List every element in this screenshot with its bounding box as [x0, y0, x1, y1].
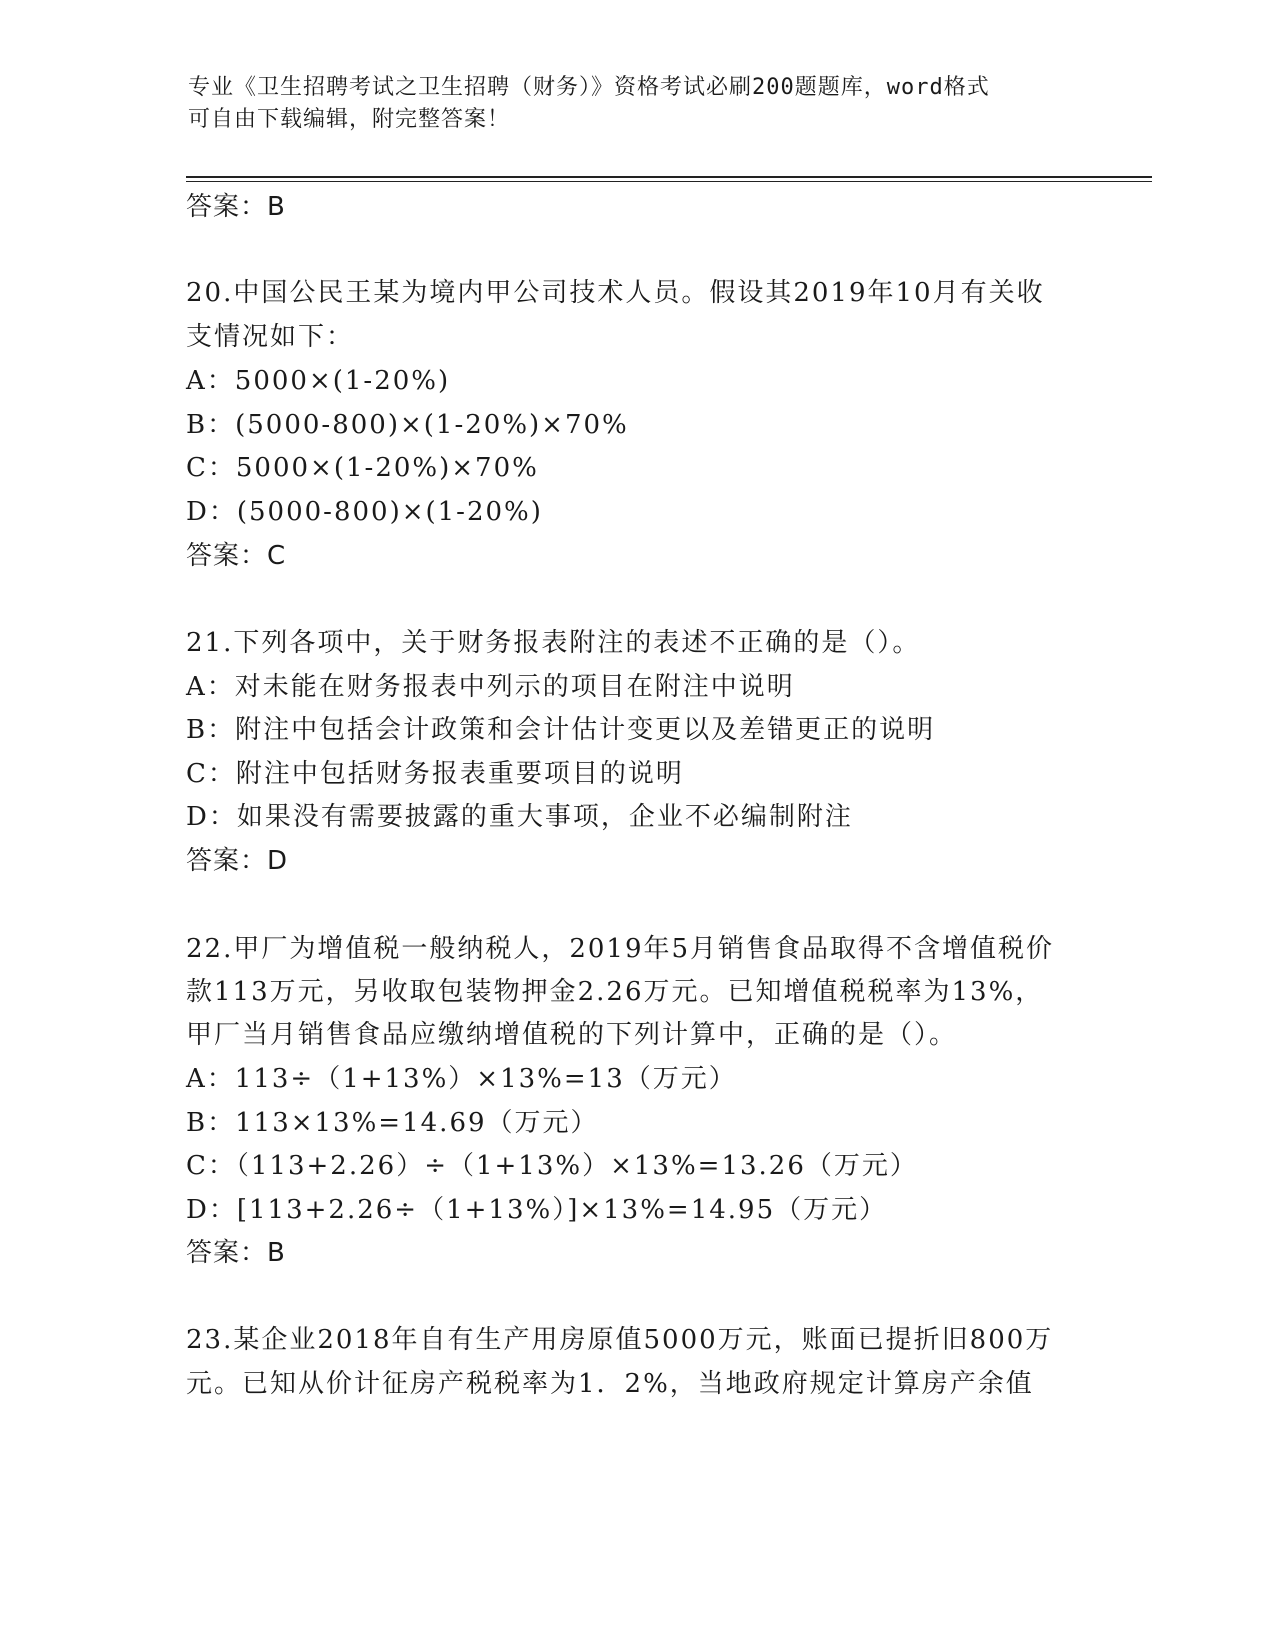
- q20-option-d: D：(5000-800)×(1-20%): [186, 497, 543, 527]
- q22-option-a: A：113÷（1+13%）×13%=13（万元）: [186, 1064, 737, 1094]
- q22-stem-line-3: 甲厂当月销售食品应缴纳增值税的下列计算中，正确的是（）。: [186, 1020, 958, 1050]
- header-divider-thick: [186, 176, 1152, 178]
- q23-stem-line-2: 元。已知从价计征房产税税率为1．2%，当地政府规定计算房产余值: [186, 1369, 1034, 1399]
- q20-option-a: A：5000×(1-20%): [186, 366, 451, 396]
- q20-stem-line-1: 20.中国公民王某为境内甲公司技术人员。假设其2019年10月有关收: [186, 278, 1045, 308]
- header-divider-thin: [186, 181, 1152, 182]
- page-header: [188, 72, 1088, 136]
- q21-option-b: B：附注中包括会计政策和会计估计变更以及差错更正的说明: [186, 715, 936, 745]
- q23-stem-line-1: 23.某企业2018年自有生产用房原值5000万元，账面已提折旧800万: [186, 1325, 1054, 1355]
- q21-option-a: A：对未能在财务报表中列示的项目在附注中说明: [186, 672, 795, 702]
- previous-answer: 答案：B: [186, 192, 286, 222]
- q22-answer: 答案：B: [186, 1238, 286, 1268]
- q22-stem-line-1: 22.甲厂为增值税一般纳税人，2019年5月销售食品取得不含增值税价: [186, 934, 1055, 964]
- q22-option-c: C：（113+2.26）÷（1+13%）×13%=13.26（万元）: [186, 1151, 918, 1181]
- q20-answer: 答案：C: [186, 541, 287, 571]
- header-title-line-2: 可自由下载编辑，附完整答案！: [188, 107, 511, 132]
- q22-option-d: D：[113+2.26÷（1+13%）]×13%=14.95（万元）: [186, 1195, 888, 1225]
- q20-option-b: B：(5000-800)×(1-20%)×70%: [186, 410, 629, 440]
- q21-option-c: C：附注中包括财务报表重要项目的说明: [186, 759, 684, 789]
- q20-option-c: C：5000×(1-20%)×70%: [186, 453, 539, 483]
- q21-option-d: D：如果没有需要披露的重大事项，企业不必编制附注: [186, 802, 853, 832]
- q22-option-b: B：113×13%=14.69（万元）: [186, 1108, 599, 1138]
- q21-answer: 答案：D: [186, 846, 289, 876]
- q22-stem-line-2: 款113万元，另收取包装物押金2.26万元。已知增值税税率为13%，: [186, 977, 1044, 1007]
- header-title-line-1: 专业《卫生招聘考试之卫生招聘（财务）》资格考试必刷200题题库，word格式: [188, 75, 990, 100]
- q20-stem-line-2: 支情况如下：: [186, 322, 355, 352]
- q21-stem-line-1: 21.下列各项中，关于财务报表附注的表述不正确的是（）。: [186, 628, 921, 658]
